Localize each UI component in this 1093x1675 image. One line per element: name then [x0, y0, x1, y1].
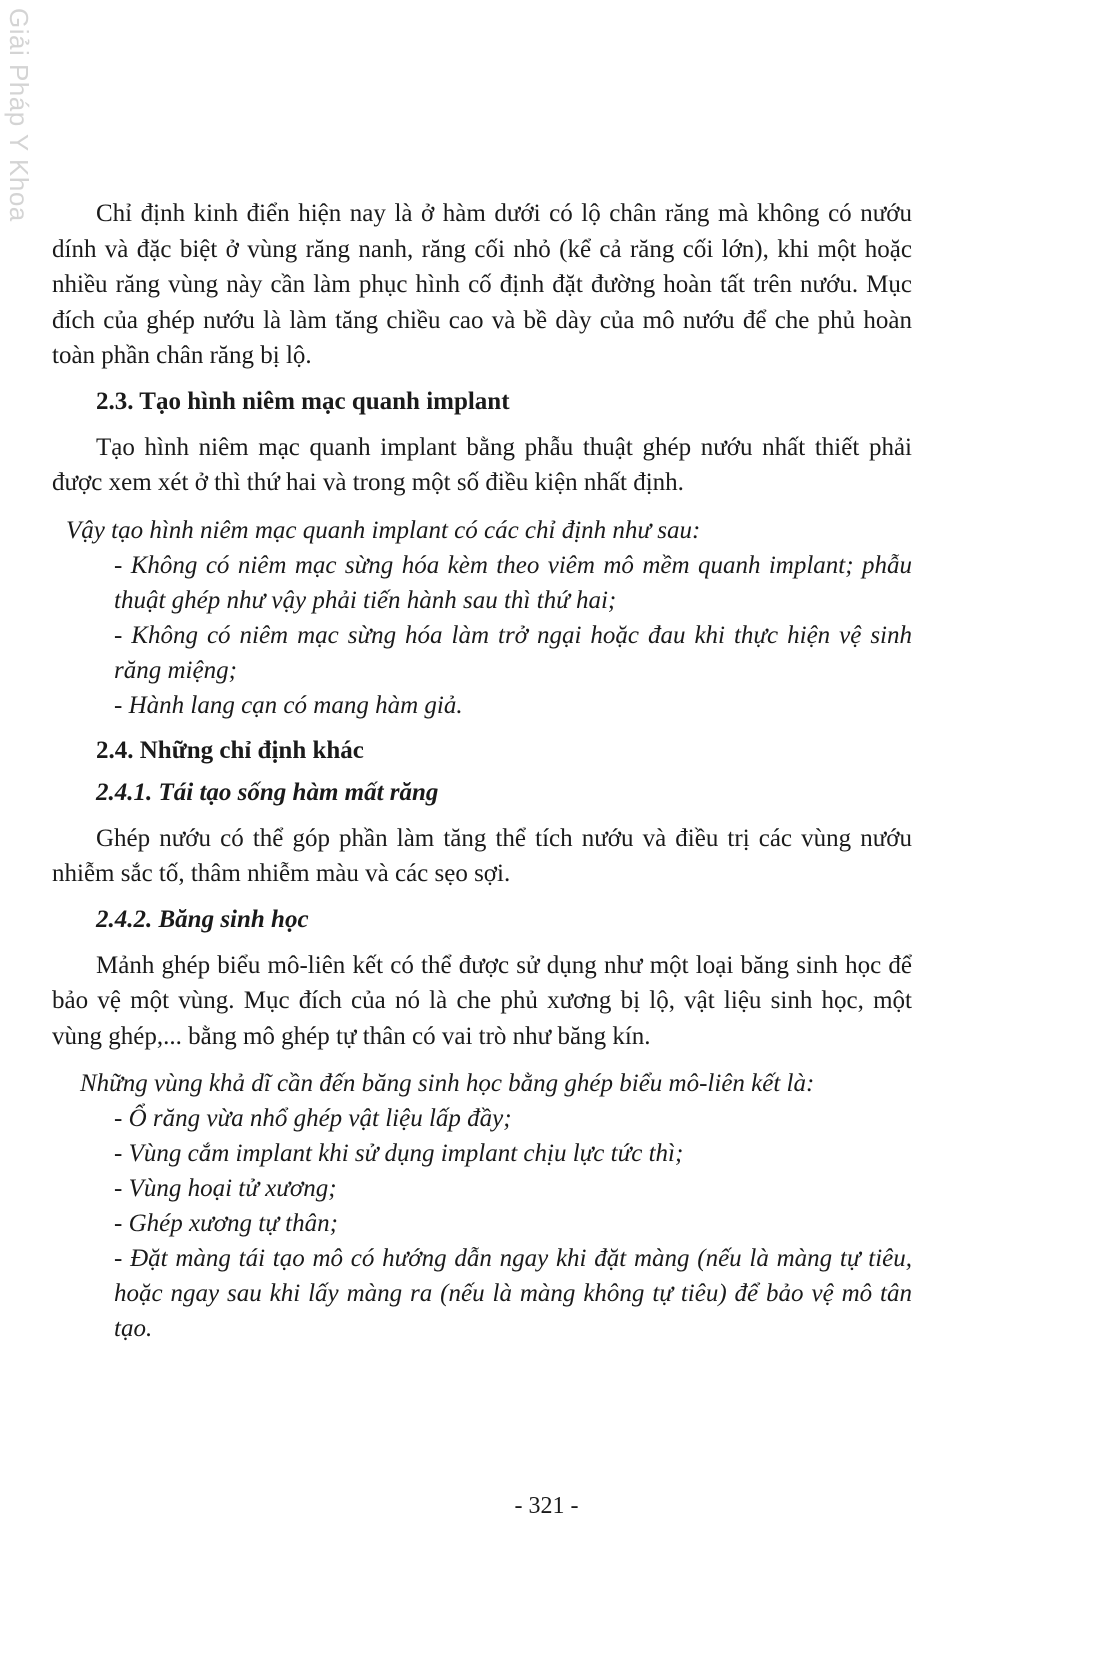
implant-indications-list [52, 548, 912, 723]
page-number: - 321 - [514, 1493, 579, 1519]
heading-2-4-1: 2.4.1. Tái tạo sống hàm mất răng [96, 778, 439, 806]
paragraph-implant-mucosa: Tạo hình niêm mạc quanh implant bằng phẫu thuật ghép nướu nhất thiết phải được xem xét ở thì thứ hai và trong một số điều kiện nhất định. [52, 433, 912, 496]
list-item: - Vùng cắm implant khi sử dụng implant chịu lực tức thì; [114, 1140, 684, 1167]
paragraph-indications: Chỉ định kinh điển hiện nay là ở hàm dưới có lộ chân răng mà không có nướu dính và đặc biệt ở vùng răng nanh, răng cối nhỏ (kể cả răng cối lớn), khi một hoặc nhiều răng vùng này cần làm phục hình cố định đặt đường hoàn tất trên nướu. Mục đích của ghép nướu là làm tăng chiều cao và bề dày của mô nướu để che phủ hoàn toàn phần chân răng bị lộ. [52, 200, 912, 369]
list-item: - Vùng hoại tử xương; [114, 1175, 337, 1202]
list-item: - Không có niêm mạc sừng hóa làm trở ngại hoặc đau khi thực hiện vệ sinh răng miệng; [114, 621, 912, 684]
list-item: - Ghép xương tự thân; [114, 1210, 338, 1237]
list-item: - Ổ răng vừa nhổ ghép vật liệu lấp đầy; [114, 1105, 512, 1132]
list-item: - Không có niêm mạc sừng hóa kèm theo viêm mô mềm quanh implant; phẫu thuật ghép như vậy phải tiến hành sau thì thứ hai; [114, 551, 912, 614]
heading-2-4: 2.4. Những chỉ định khác [96, 736, 364, 764]
paragraph-biological-dressing: Mảnh ghép biểu mô-liên kết có thể được sử dụng như một loại băng sinh học để bảo vệ một vùng. Mục đích của nó là che phủ xương bị lộ, vật liệu sinh học, một vùng ghép,... bằng mô ghép tự thân có vai trò như băng kín. [52, 951, 912, 1050]
page-content [52, 196, 912, 1346]
watermark-text: Giải Pháp Y Khoa [4, 8, 34, 222]
paragraph-ridge: Ghép nướu có thể góp phần làm tăng thể tích nướu và điều trị các vùng nướu nhiễm sắc tố, thâm nhiễm màu và các sẹo sợi. [52, 824, 912, 887]
list-item: - Hành lang cạn có mang hàm giả. [114, 691, 463, 719]
list-item: - Đặt màng tái tạo mô có hướng dẫn ngay khi đặt màng (nếu là màng tự tiêu, hoặc ngay sau khi lấy màng ra (nếu là màng không tự tiêu) để bảo vệ mô tân tạo. [114, 1245, 912, 1342]
list-intro-dressing: Những vùng khả dĩ cần đến băng sinh học bằng ghép biểu mô-liên kết là: [80, 1070, 815, 1097]
list-intro-implant: Vậy tạo hình niêm mạc quanh implant có các chỉ định như sau: [66, 516, 701, 544]
heading-2-4-2: 2.4.2. Băng sinh học [96, 905, 309, 933]
dressing-areas-list [52, 1101, 912, 1346]
heading-2-3: 2.3. Tạo hình niêm mạc quanh implant [96, 387, 510, 415]
